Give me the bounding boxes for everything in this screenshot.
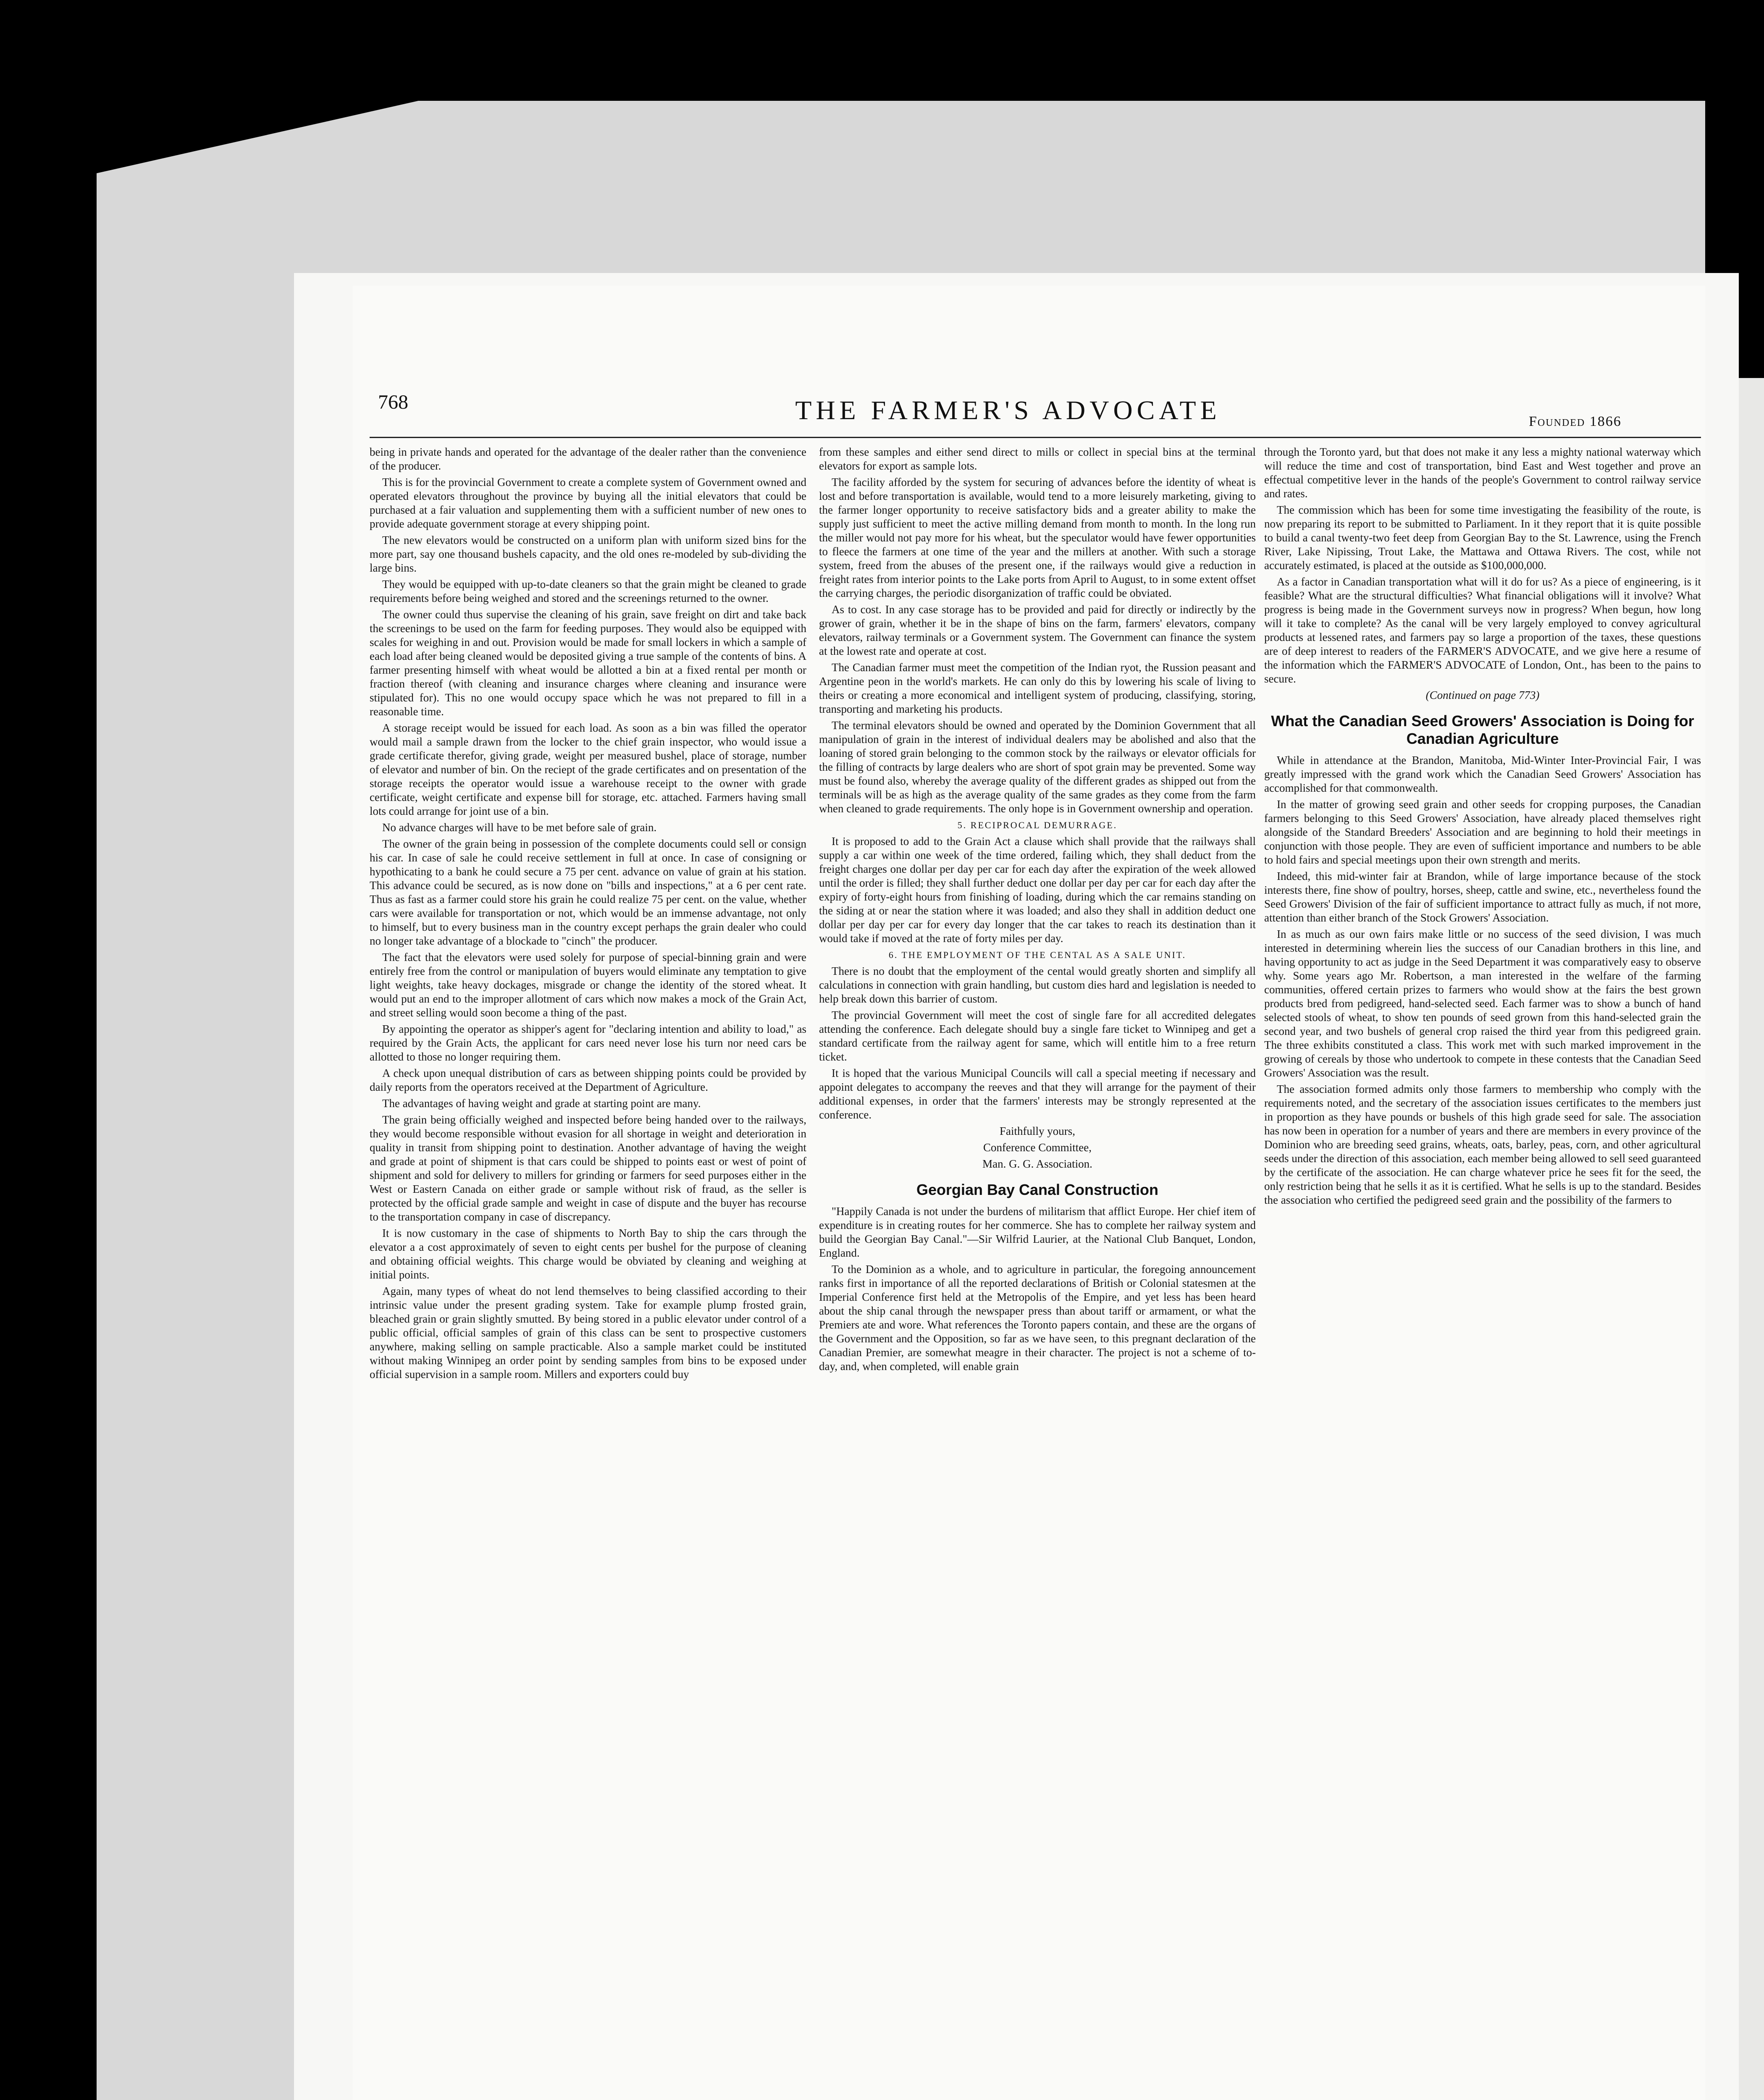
paragraph: They would be equipped with up-to-date cleaners so that the grain might be cleaned to grade requirements before being weighed and stored and the screenings returned to the owner. [370,578,806,604]
paragraph: No advance charges will have to be met before sale of grain. [382,821,657,834]
paragraph: The advantages of having weight and grade at starting point are many. [382,1097,701,1110]
signature-line: Faithfully yours, [1000,1125,1075,1137]
paragraph: By appointing the operator as shipper's agent for "declaring intention and ability to load," as required by the Grain Acts, the applicant for cars need never lose his turn nor need cars be allotted to those no longer requiring them. [370,1023,806,1063]
paragraph: The grain being officially weighed and inspected before being handed over to the railways, they would become responsible without evasion for all shortage in weight and deterioration in quality in transit from shipping point to destination. Another advantage of having the weight and grade at point of shipment is that cars could be shipped to points east or west of point of shipment and sold for delivery to millers for grinding or farmers for seed purposes either in the West or Eastern Canada on either grade or sample without risk of fraud, as the seller is protected by the official grade sample and weight in case of dispute and the buyer has recourse to the transportation company in case of discrepancy. [370,1113,806,1223]
paragraph: from these samples and either send direct to mills or collect in special bins at the terminal elevators for export as sample lots. [819,446,1256,472]
scan-fade [819,2037,1256,2100]
paragraph: A check upon unequal distribution of cars as between shipping points could be provided by daily reports from the operators received at the Department of Agriculture. [370,1067,806,1093]
paragraph: through the Toronto yard, but that does not make it any less a mighty national waterway which will reduce the time and cost of transportation, bind East and West together and prove an effectual competitive lever in the hands of the people's Government to control railway service and rates. [1264,446,1701,500]
paragraph: A storage receipt would be issued for each load. As soon as a bin was filled the operator would mail a sample drawn from the locker to the chief grain inspector, who would issue a grade certificate therefor, giving grade, weight per measured bushel, place of storage, number of elevator and number of bin. On the reciept of the grade certificates and on presentation of the storage receipts the operator would issue a warehouse receipt to the owner with grade certificate, weight certificate and expense bill for storage, etc. attached. Farmers having small lots could arrange for joint use of a bin. [370,722,806,817]
paragraph: being in private hands and operated for the advantage of the dealer rather than the convenience of the producer. [370,446,806,472]
paragraph: The provincial Government will meet the cost of single fare for all accredited delegates attending the conference. Each delegate should buy a single fare ticket to Winnipeg and get a standard certificate from the railway agent for same, which will entitle him to a free return ticket. [819,1009,1256,1063]
paragraph: The owner could thus supervise the cleaning of his grain, save freight on dirt and take back the screenings to be used on the farm for feeding purposes. They would also be equipped with scales for weighing in and out. Provision would be made for small lockers in which a sample of each load after being cleaned would be deposited giving a true sample of the contents of bins. A farmer presenting himself with wheat would be allotted a bin at a fixed rental per month or fraction thereof (with cleaning and insurance charges where cleaning and insurance were stipulated for). This no one would occupy space which he was not prepared to fill in a reasonable time. [370,608,806,718]
paragraph: The commission which has been for some time investigating the feasibility of the route, is now preparing its report to be submitted to Parliament. In it they report that it is quite possible to build a canal twenty-two feet deep from Georgian Bay to the St. Lawrence, using the French River, Lake Nipissing, Trout Lake, the Mattawa and Ottawa Rivers. The cost, while not accurately estimated, is placed at the outside as $100,000,000. [1264,504,1701,572]
signature-line: Conference Committee, [983,1141,1092,1154]
column-3 [1264,445,1701,1210]
continued-note: (Continued on page 773) [1425,689,1540,701]
paragraph: Again, many types of wheat do not lend themselves to being classified according to their intrinsic value under the present grading system. Take for example plump frosted grain, bleached grain or grain slightly smutted. By being stored in a public elevator under control of a public official, official samples of grain of this class can be sent to prospective customers anywhere, making selling on sample practicable. Also a sample market could be instituted without making Winnipeg an order point by sending samples from bins to be exposed under official supervision in a sample room. Millers and exporters could buy [370,1285,806,1381]
paragraph: It is hoped that the various Municipal Councils will call a special meeting if necessary and appoint delegates to accompany the reeves and that they will arrange for the payment of their additional expenses, in order that the farmers' interests may be strongly represented at the conference. [819,1067,1256,1121]
paragraph: The terminal elevators should be owned and operated by the Dominion Government that all manipulation of grain in the interest of individual dealers may be abolished and also that the loaning of stored grain belonging to the common stock by the railways or elevator officials for the filling of contracts by large dealers who are short of spot grain may be prevented. Some way must be found also, whereby the average quality of the different grades as shipped out from the terminals will be as high as the average quality of the same grades as they come from the farm when cleaned to grade requirements. The only hope is in Government ownership and operation. [819,719,1256,815]
paragraph: As to cost. In any case storage has to be provided and paid for directly or indirectly by the grower of grain, whether it be in the shape of bins on the farm, farmers' elevators, company elevators, railway terminals or a Government system. The Government can finance the system at the lowest rate and operate at cost. [819,603,1256,657]
paragraph: It is now customary in the case of shipments to North Bay to ship the cars through the elevator a a cost approximately of seven to eight cents per bushel for the purpose of cleaning and obtaining official weights. This charge would be obviated by cleaning and weighing at initial points. [370,1227,806,1281]
paragraph: The owner of the grain being in possession of the complete documents could sell or consign his car. In case of sale he could receive settlement in full at once. In case of consigning or hypothicating to a bank he could secure a 75 per cent. advance on value of grain at his station. This advance could be secured, as is now done on "bills and inspections," at a 6 per cent rate. Thus as fast as a farmer could store his grain he could realize 75 per cent. on the value, whether cars were available for transportation or not, which would be an immense advantage, not only to himself, but to every business man in the country except perhaps the grain dealer who could no longer take advantage of a blockade to "cinch" the producer. [370,837,806,947]
scan-fade [1264,2079,1701,2100]
paragraph: This is for the provincial Government to create a complete system of Government owned and operated elevators throughout the province by buying all the initial elevators that could be purchased at a fair valuation and supplementing them with a sufficient number of new ones to provide adequate government storage at every shipping point. [370,476,806,530]
page-number: 768 [378,391,408,413]
section-heading: 6. THE EMPLOYMENT OF THE CENTAL AS A SALE UNIT. [888,950,1186,960]
paragraph: In the matter of growing seed grain and other seeds for cropping purposes, the Canadian farmers belonging to this Seed Growers' Association, have already placed themselves right alongside of the Standard Breeders' Association and are beginning to hold their meetings in conjunction with those people. They are even of sufficient importance and numbers to be able to hold fairs and special meetings upon their own strength and merits. [1264,798,1701,866]
paragraph: In as much as our own fairs make little or no success of the seed division, I was much interested in determining wherein lies the success of our Canadian brothers in this line, and having opportunity to act as judge in the Seed Department it was comparatively easy to observe why. Some years ago Mr. Robertson, a man interested in the welfare of the farming communities, offered certain prizes to farmers who would show at the fairs the best grown products bred from pedigreed, hand-selected seed. Each farmer was to show a bunch of hand selected stools of wheat, to show ten pounds of seed grown from this hand-selected grain the second year, and two bushels of general crop raised the third year from this pedigreed grain. The three exhibits constituted a class. This work met with such marked improvement in the growing of cereals by those who undertook to compete in these contests that the Canadian Seed Growers' Association was the result. [1264,928,1701,1079]
section-heading: 5. RECIPROCAL DEMURRAGE. [957,820,1118,830]
adjacent-page-edge [1739,378,1764,2100]
paragraph: As a factor in Canadian transportation what will it do for us? As a piece of engineering, is it feasible? What are the structural difficulties? What financial obligations will it involve? What progress is being made in the Government surveys now in progress? When begun, how long will it take to complete? As the canal will be very largely employed to convey agricultural products at lessened rates, and farmers pay so large a proportion of the taxes, these questions are of deep interest to readers of the FARMER'S ADVOCATE, and we give here a resume of the information which the FARMER'S ADVOCATE of London, Ont., has been to the pains to secure. [1264,575,1701,685]
paragraph: There is no doubt that the employment of the cental would greatly shorten and simplify all calculations in connection with grain handling, but custom dies hard and legislation is needed to help break down this barrier of custom. [819,965,1256,1005]
paragraph: The fact that the elevators were used solely for purpose of special-binning grain and were entirely free from the control or manipulation of buyers would eliminate any temptation to give light weights, take heavy dockages, misgrade or change the identity of the stored wheat. It would put an end to the improper allotment of cars which now makes a mock of the Grain Act, and street selling would soon become a thing of the past. [370,951,806,1019]
page-title: THE FARMER'S ADVOCATE [795,395,1221,425]
paragraph: To the Dominion as a whole, and to agriculture in particular, the foregoing announcement ranks first in importance of all the reported declarations of British or Colonial statesmen at the Imperial Conference first held at the Metropolis of the Empire, and yet less has been heard about the ship canal through the newspaper press than about tariff or armament, or what the Premiers ate and wore. What references the Toronto papers contain, and these are the organs of the Government and the Opposition, so far as we have seen, to this pregnant declaration of the Canadian Premier, are somewhat meagre in their character. The project is not a scheme of to-day, and, when completed, will enable grain [819,1263,1256,1373]
article-title: What the Canadian Seed Growers' Association is Doing for Canadian Agriculture [1271,712,1694,747]
header-rule [370,437,1701,438]
founded-note: Founded 1866 [1529,414,1622,429]
paragraph: "Happily Canada is not under the burdens of militarism that afflict Europe. Her chief item of expenditure is in creating routes for her commerce. She has to complete her railway system and build the Georgian Bay Canal."—Sir Wilfrid Laurier, at the National Club Banquet, London, England. [819,1205,1256,1259]
column-1 [370,445,806,1384]
paragraph: The facility afforded by the system for securing of advances before the identity of wheat is lost and before transportation is available, would tend to a more leisurely marketing, giving to the farmer longer opportunity to receive satisfactory bids and a greater ability to make the supply just sufficient to meet the active milling demand from month to month. In the long run the miller would not pay more for his wheat, but the speculator would have fewer opportunities to fleece the farmers at one time of the year and the millers at another. With such a storage system, freed from the abuses of the present one, if the railways would give a reduction in freight rates from interior points to the Lake ports from April to August, to in some extent offset the carrying charges, the periodic disorganization of traffic could be obviated. [819,476,1256,599]
column-2 [819,445,1256,1376]
paragraph: It is proposed to add to the Grain Act a clause which shall provide that the railways shall supply a car within one week of the time ordered, failing which, they shall deduct from the freight charges one dollar per day per car for each day after the expiration of the week allowed until the order is filled; they shall further deduct one dollar per day per car for each day after the expiry of forty-eight hours from finishing of loading, during which the car remains standing on the siding at or near the station where it was loaded; and also they shall in addition deduct one dollar per day per car for every day longer that the car takes to reach its destination than it would take if moved at the rate of forty miles per day. [819,835,1256,945]
signature-line: Man. G. G. Association. [982,1158,1092,1170]
paragraph: The association formed admits only those farmers to membership who comply with the requirements noted, and the secretary of the association issues certificates to the members just in proportion as they have pounds or bushels of this high grade seed for sale. The association has now been in operation for a number of years and there are members in every province of the Dominion who are breeding seed grains, wheats, oats, barley, peas, corn, and other agricultural seeds under the direction of this association, each member being allowed to sell seed guaranteed by the certificate of the association. He can charge whatever price he sees fit for the seed, the only restriction being that he sells it as it is certified. What he sells is up to the standard. Besides the association who certified the pedigreed seed grain and the possibility of the farmers to [1264,1083,1701,1206]
paragraph: The new elevators would be constructed on a uniform plan with uniform sized bins for the more part, say one thousand bushels capacity, and the old ones re-modeled by sub-dividing the large bins. [370,534,806,574]
article-title: Georgian Bay Canal Construction [916,1181,1159,1198]
paragraph: Indeed, this mid-winter fair at Brandon, while of large importance because of the stock interests there, fine show of poultry, horses, sheep, cattle and swine, etc., nevertheless found the Seed Growers' Division of the fair of sufficient importance to attract fully as much, if not more, attention than either branch of the Stock Growers' Association. [1264,870,1701,924]
paragraph: The Canadian farmer must meet the competition of the Indian ryot, the Russion peasant and Argentine peon in the world's markets. He can only do this by lowering his scale of living to theirs or creating a more economical and intelligent system of producing, classifying, storing, transporting and marketing his products. [819,661,1256,715]
paragraph: While in attendance at the Brandon, Manitoba, Mid-Winter Inter-Provincial Fair, I was greatly impressed with the grand work which the Canadian Seed Growers' Association has accomplished for that commonwealth. [1264,754,1701,794]
